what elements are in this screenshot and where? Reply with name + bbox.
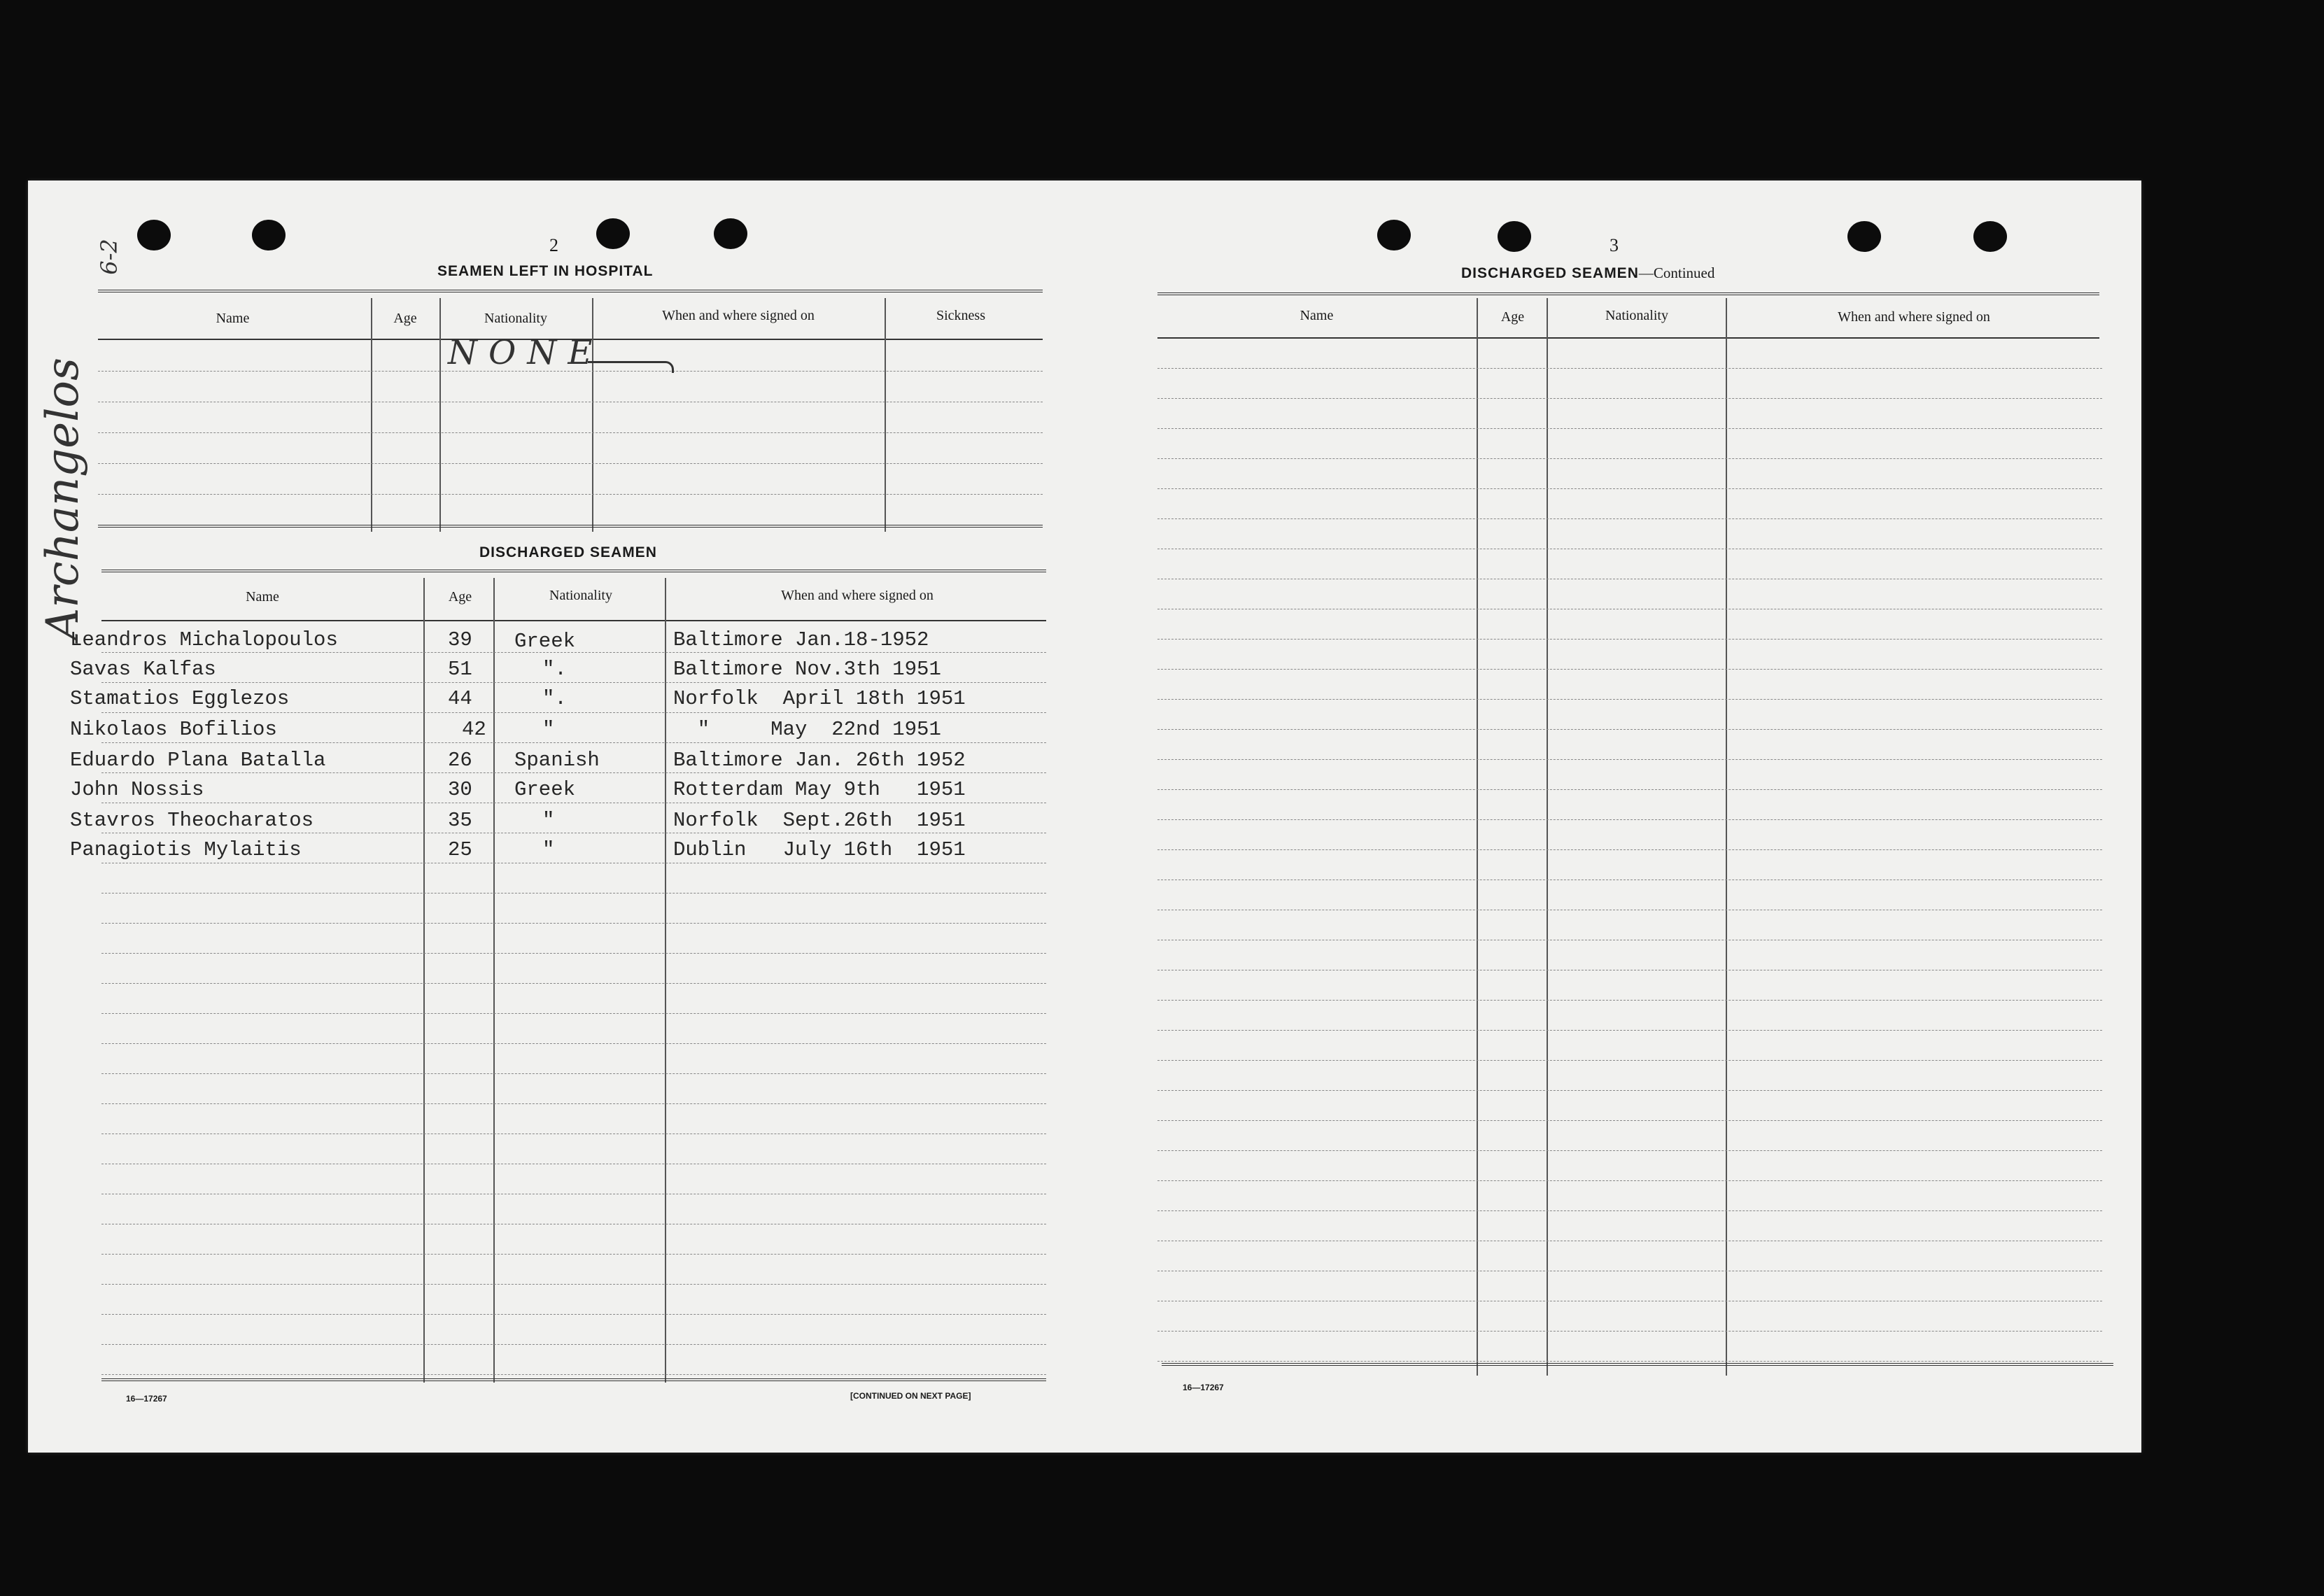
discharged-col-nationality: Nationality — [549, 588, 612, 603]
right-col-age: Age — [1500, 309, 1525, 325]
ruled-line — [101, 682, 1046, 683]
right-col-signed-on: When and where signed on — [1838, 309, 1990, 325]
form-number-left: 16—17267 — [126, 1394, 167, 1404]
ruled-line — [101, 742, 1046, 743]
seaman-age: 35 — [448, 809, 472, 832]
discharged-col-name: Name — [246, 589, 279, 605]
discharged-col-age: Age — [448, 589, 472, 605]
seaman-name: Stavros Theocharatos — [70, 809, 314, 832]
hospital-col-nationality: Nationality — [484, 311, 547, 326]
seaman-nationality: Spanish — [514, 749, 600, 772]
ruled-line — [1157, 518, 2102, 519]
seaman-name: John Nossis — [70, 778, 204, 801]
ruled-line — [1157, 428, 2102, 429]
seaman-name: Panagiotis Mylaitis — [70, 838, 302, 861]
ruled-line — [1157, 789, 2102, 790]
punch-hole — [714, 218, 747, 249]
ruled-line — [1157, 368, 2102, 369]
ruled-line — [1157, 729, 2102, 730]
discharged-col-divider — [423, 578, 425, 1383]
seaman-name: Savas Kalfas — [70, 658, 216, 681]
seaman-age: 26 — [448, 749, 472, 772]
ruled-line — [101, 1073, 1046, 1074]
seaman-name: Nikolaos Bofilios — [70, 718, 277, 741]
ruled-line — [1157, 1120, 2102, 1121]
ruled-line — [101, 893, 1046, 894]
seaman-signed-on: Baltimore Jan.18-1952 — [673, 628, 929, 651]
hospital-row-line — [98, 432, 1043, 433]
hospital-col-divider — [439, 298, 441, 532]
seaman-signed-on: " May 22nd 1951 — [673, 718, 941, 741]
ruled-line — [101, 1103, 1046, 1104]
hospital-bottom-rule — [98, 525, 1043, 528]
ruled-line — [1157, 639, 2102, 640]
ruled-line — [101, 1284, 1046, 1285]
seaman-nationality: " — [542, 838, 555, 861]
punch-hole — [252, 220, 286, 250]
discharged-col-divider — [493, 578, 495, 1383]
ruled-line — [101, 772, 1046, 773]
seaman-name: Leandros Michalopoulos — [70, 628, 338, 651]
ruled-line — [1157, 699, 2102, 700]
seaman-age: 25 — [448, 838, 472, 861]
seaman-nationality: " — [542, 718, 555, 741]
right-col-nationality: Nationality — [1605, 308, 1668, 323]
seaman-age: 39 — [448, 628, 472, 651]
hospital-none-stroke — [588, 361, 674, 373]
ruled-line — [101, 1344, 1046, 1345]
hospital-col-divider — [885, 298, 886, 532]
discharged-bottom-rule — [101, 1378, 1046, 1381]
right-col-divider — [1477, 298, 1478, 1376]
ruled-line — [1157, 669, 2102, 670]
margin-number: 6-2 — [95, 239, 122, 275]
right-col-divider — [1547, 298, 1548, 1376]
discharged-continued-title — [1461, 264, 1714, 282]
ruled-line — [1157, 1331, 2102, 1332]
ruled-line — [1157, 1000, 2102, 1001]
right-bottom-rule — [1162, 1363, 2113, 1366]
punch-hole — [1973, 221, 2007, 252]
discharged-top-rule — [101, 570, 1046, 572]
discharged-col-divider — [665, 578, 666, 1383]
ruled-line — [1157, 1090, 2102, 1091]
seaman-name: Eduardo Plana Batalla — [70, 749, 326, 772]
hospital-row-line — [98, 463, 1043, 464]
seaman-age: 30 — [448, 778, 472, 801]
ruled-line — [101, 1374, 1046, 1375]
ruled-line — [101, 1043, 1046, 1044]
seaman-signed-on: Baltimore Jan. 26th 1952 — [673, 749, 966, 772]
continued-suffix: —Continued — [1638, 264, 1715, 281]
seaman-name: Stamatios Egglezos — [70, 687, 290, 710]
form-number-right: 16—17267 — [1183, 1383, 1224, 1392]
hospital-col-sickness: Sickness — [936, 308, 985, 323]
hospital-col-age: Age — [393, 311, 417, 326]
continued-note: [CONTINUED ON NEXT PAGE] — [850, 1391, 971, 1401]
ruled-line — [101, 923, 1046, 924]
ruled-line — [101, 1254, 1046, 1255]
ruled-line — [1157, 1060, 2102, 1061]
hospital-col-signed-on: When and where signed on — [662, 308, 815, 323]
punch-hole — [596, 218, 630, 249]
hospital-none-entry: NONE — [448, 333, 604, 372]
ruled-line — [1157, 488, 2102, 489]
punch-hole — [1377, 220, 1411, 250]
seaman-age: 42 — [462, 718, 486, 741]
page-number-right: 3 — [1610, 235, 1619, 255]
discharged-col-signed-on: When and where signed on — [781, 588, 934, 603]
ledger-sheet — [28, 181, 2141, 1453]
hospital-col-name: Name — [216, 311, 250, 326]
ruled-line — [1157, 759, 2102, 760]
hospital-top-rule — [98, 290, 1043, 292]
right-col-name: Name — [1300, 308, 1334, 323]
ruled-line — [1157, 819, 2102, 820]
margin-handwriting: Archangelos — [37, 358, 89, 640]
seaman-age: 51 — [448, 658, 472, 681]
seaman-signed-on: Norfolk April 18th 1951 — [673, 687, 966, 710]
page-number-left: 2 — [549, 235, 558, 255]
ruled-line — [101, 983, 1046, 984]
ruled-line — [1157, 1030, 2102, 1031]
discharged-header-rule — [101, 620, 1046, 621]
ruled-line — [101, 712, 1046, 713]
right-top-rule — [1157, 292, 2099, 295]
seaman-nationality: Greek — [514, 778, 576, 801]
ruled-line — [1157, 1180, 2102, 1181]
punch-hole — [1847, 221, 1881, 252]
ruled-line — [101, 1314, 1046, 1315]
ruled-line — [1157, 1210, 2102, 1211]
seaman-nationality: Greek — [514, 630, 576, 653]
hospital-col-divider — [371, 298, 372, 532]
ruled-line — [1157, 849, 2102, 850]
ruled-line — [1157, 398, 2102, 399]
seaman-signed-on: Rotterdam May 9th 1951 — [673, 778, 966, 801]
punch-hole — [1498, 221, 1531, 252]
punch-hole — [137, 220, 171, 250]
seaman-nationality: ". — [542, 687, 567, 710]
hospital-row-line — [98, 494, 1043, 495]
seaman-signed-on: Dublin July 16th 1951 — [673, 838, 966, 861]
ruled-line — [1157, 1361, 2102, 1362]
ruled-line — [101, 1013, 1046, 1014]
ruled-line — [1157, 1150, 2102, 1151]
seaman-age: 44 — [448, 687, 472, 710]
right-header-rule — [1157, 337, 2099, 339]
seaman-signed-on: Baltimore Nov.3th 1951 — [673, 658, 941, 681]
hospital-section-title: SEAMEN LEFT IN HOSPITAL — [437, 263, 654, 279]
ruled-line — [1157, 458, 2102, 459]
ruled-line — [101, 953, 1046, 954]
seaman-nationality: ". — [542, 658, 567, 681]
discharged-section-title: DISCHARGED SEAMEN — [479, 544, 657, 560]
seaman-nationality: " — [542, 809, 555, 832]
seaman-signed-on: Norfolk Sept.26th 1951 — [673, 809, 966, 832]
discharged-continued-title-text: DISCHARGED SEAMEN — [1461, 265, 1639, 281]
right-col-divider — [1726, 298, 1727, 1376]
